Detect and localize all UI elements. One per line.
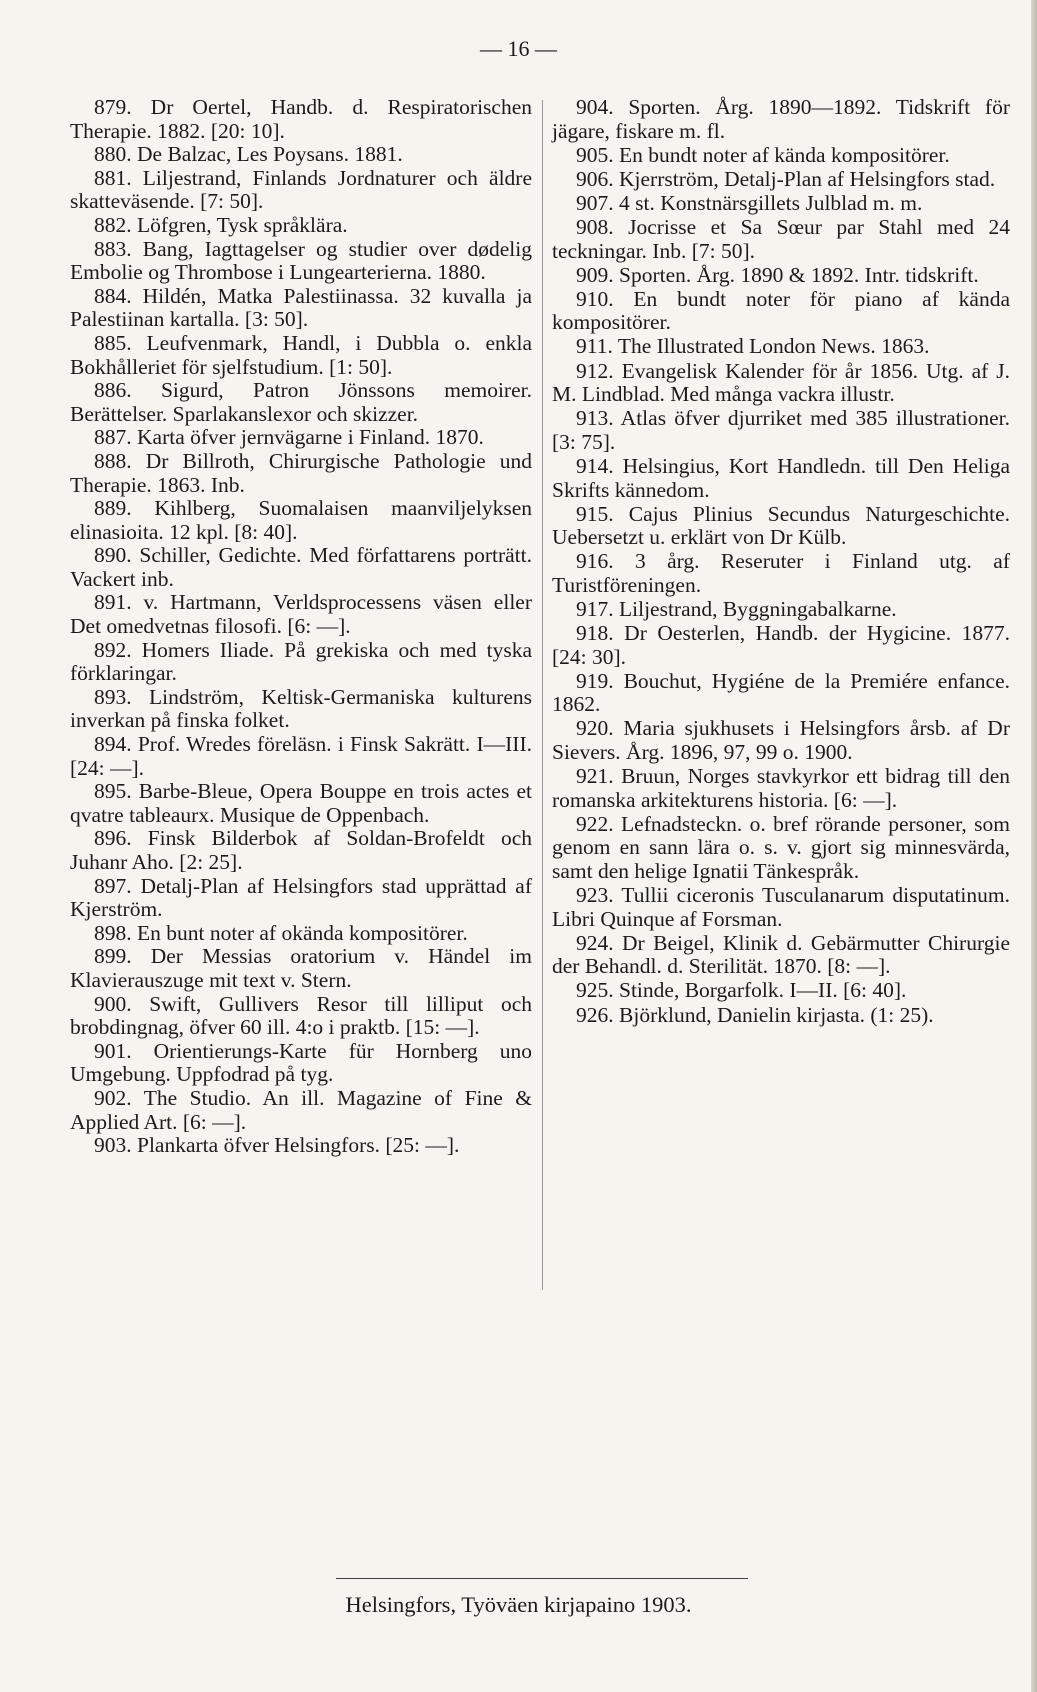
catalog-entry: 910. En bundt noter för piano af kända kompositörer. <box>552 286 1010 335</box>
catalog-entry: 916. 3 årg. Reseruter i Finland utg. af Turistföreningen. <box>552 549 1010 597</box>
page-number: — 16 — <box>480 36 557 61</box>
catalog-entry: 896. Finsk Bilderbok af Soldan-Brofeldt och Juhanr Aho. [2: 25]. <box>70 826 532 874</box>
catalog-entry: 883. Bang, Iagttagelser og studier over dødelig Embolie og Thrombose i Lungearterierna. 1880. <box>70 236 532 285</box>
printer-imprint: Helsingfors, Työväen kirjapaino 1903. <box>345 1592 692 1617</box>
catalog-entry: 889. Kihlberg, Suomalaisen maanviljelyksen elinasioita. 12 kpl. [8: 40]. <box>70 496 532 544</box>
catalog-entry: 891. v. Hartmann, Verldsprocessens väsen eller Det omedvetnas filosofi. [6: —]. <box>70 590 532 639</box>
catalog-entry: 905. En bundt noter af kända kompositörer. <box>576 142 950 167</box>
left-column <box>70 96 532 1158</box>
catalog-entry: 924. Dr Beigel, Klinik d. Gebärmutter Chirurgie der Behandl. d. Sterilität. 1870. [8: —]. <box>552 930 1010 979</box>
catalog-entry: 909. Sporten. Årg. 1890 & 1892. Intr. tidskrift. <box>576 262 979 287</box>
catalog-entry: 911. The Illustrated London News. 1863. <box>576 334 930 359</box>
catalog-entry: 892. Homers Iliade. På grekiska och med tyska förklaringar. <box>70 637 532 686</box>
page-edge-shadow <box>1031 0 1037 1692</box>
catalog-entry: 899. Der Messias oratorium v. Händel im Klavierauszuge mit text v. Stern. <box>70 944 532 992</box>
catalog-entry: 915. Cajus Plinius Secundus Naturgeschichte. Uebersetzt u. erklärt von Dr Külb. <box>552 501 1010 550</box>
right-column <box>552 96 1010 1028</box>
catalog-entry: 897. Detalj-Plan af Helsingfors stad upprättad af Kjerström. <box>70 873 532 922</box>
catalog-entry: 879. Dr Oertel, Handb. d. Respiratorischen Therapie. 1882. [20: 10]. <box>70 95 532 143</box>
catalog-entry: 920. Maria sjukhusets i Helsingfors årsb. af Dr Sievers. Årg. 1896, 97, 99 o. 1900. <box>552 716 1010 765</box>
catalog-entry: 901. Orientierungs-Karte für Hornberg uno Umgebung. Uppfodrad på tyg. <box>70 1038 532 1087</box>
catalog-entry: 912. Evangelisk Kalender för år 1856. Utg. af J. M. Lindblad. Med många vackra illustr. <box>552 358 1010 407</box>
catalog-entry: 894. Prof. Wredes föreläsn. i Finsk Sakrätt. I—III. [24: —]. <box>70 732 532 780</box>
catalog-entry: 908. Jocrisse et Sa Sœur par Stahl med 24 teckningar. Inb. [7: 50]. <box>552 214 1010 263</box>
catalog-entry: 886. Sigurd, Patron Jönssons memoirer. Berättelser. Sparlakanslexor och skizzer. <box>70 378 532 426</box>
catalog-entry: 895. Barbe-Bleue, Opera Bouppe en trois actes et qvatre tableaurx. Musique de Oppenbach. <box>70 779 532 827</box>
catalog-entry: 880. De Balzac, Les Poysans. 1881. <box>94 142 403 167</box>
catalog-entry: 900. Swift, Gullivers Resor till lilliput och brobdingnag, öfver 60 ill. 4:o i praktb. [15: —]. <box>70 991 532 1040</box>
catalog-entry: 921. Bruun, Norges stavkyrkor ett bidrag till den romanska arkitekturens historia. [6: —]. <box>552 764 1010 812</box>
catalog-entry: 917. Liljestrand, Byggningabalkarne. <box>576 596 897 621</box>
catalog-entry: 926. Björklund, Danielin kirjasta. (1: 25). <box>576 1002 934 1027</box>
catalog-entry: 885. Leufvenmark, Handl, i Dubbla o. enkla Bokhålleriet för sjelfstudium. [1: 50]. <box>70 330 532 379</box>
catalog-entry: 918. Dr Oesterlen, Handb. der Hygicine. 1877. [24: 30]. <box>552 621 1010 669</box>
catalog-entry: 887. Karta öfver jernvägarne i Finland. 1870. <box>94 425 484 450</box>
catalog-entry: 923. Tullii ciceronis Tusculanarum disputatinum. Libri Quinque af Forsman. <box>552 883 1010 931</box>
column-divider <box>542 100 543 1290</box>
catalog-entry: 904. Sporten. Årg. 1890—1892. Tidskrift för jägare, fiskare m. fl. <box>552 95 1010 143</box>
catalog-entry: 906. Kjerrström, Detalj-Plan af Helsingfors stad. <box>576 166 996 191</box>
catalog-entry: 919. Bouchut, Hygiéne de la Premiére enfance. 1862. <box>552 668 1010 717</box>
catalog-entry: 913. Atlas öfver djurriket med 385 illustrationer. [3: 75]. <box>552 406 1010 454</box>
catalog-entry: 882. Löfgren, Tysk språklära. <box>94 212 348 237</box>
catalog-entry: 898. En bunt noter af okända kompositörer. <box>94 920 468 945</box>
catalog-entry: 907. 4 st. Konstnärsgillets Julblad m. m. <box>576 190 923 215</box>
catalog-entry: 925. Stinde, Borgarfolk. I—II. [6: 40]. <box>576 978 907 1003</box>
catalog-entry: 888. Dr Billroth, Chirurgische Pathologie und Therapie. 1863. Inb. <box>70 448 532 497</box>
catalog-entry: 914. Helsingius, Kort Handledn. till Den Heliga Skrifts kännedom. <box>552 453 1010 502</box>
catalog-entry: 884. Hildén, Matka Palestiinassa. 32 kuvalla ja Palestiinan kartalla. [3: 50]. <box>70 283 532 332</box>
catalog-entry: 893. Lindström, Keltisk-Germaniska kulturens inverkan på finska folket. <box>70 684 532 733</box>
catalog-entry: 890. Schiller, Gedichte. Med författarens porträtt. Vackert inb. <box>70 543 532 591</box>
catalog-entry: 922. Lefnadsteckn. o. bref rörande personer, som genom en sann lära o. s. v. gjort sig minnesvärda, samt den helige Ignatii Tänkespråk. <box>552 811 1010 883</box>
catalog-entry: 903. Plankarta öfver Helsingfors. [25: —]. <box>94 1133 460 1158</box>
footer-rule <box>336 1578 748 1579</box>
catalog-entry: 902. The Studio. An ill. Magazine of Fine & Applied Art. [6: —]. <box>70 1085 532 1134</box>
catalog-entry: 881. Liljestrand, Finlands Jordnaturer och äldre skatteväsende. [7: 50]. <box>70 165 532 214</box>
